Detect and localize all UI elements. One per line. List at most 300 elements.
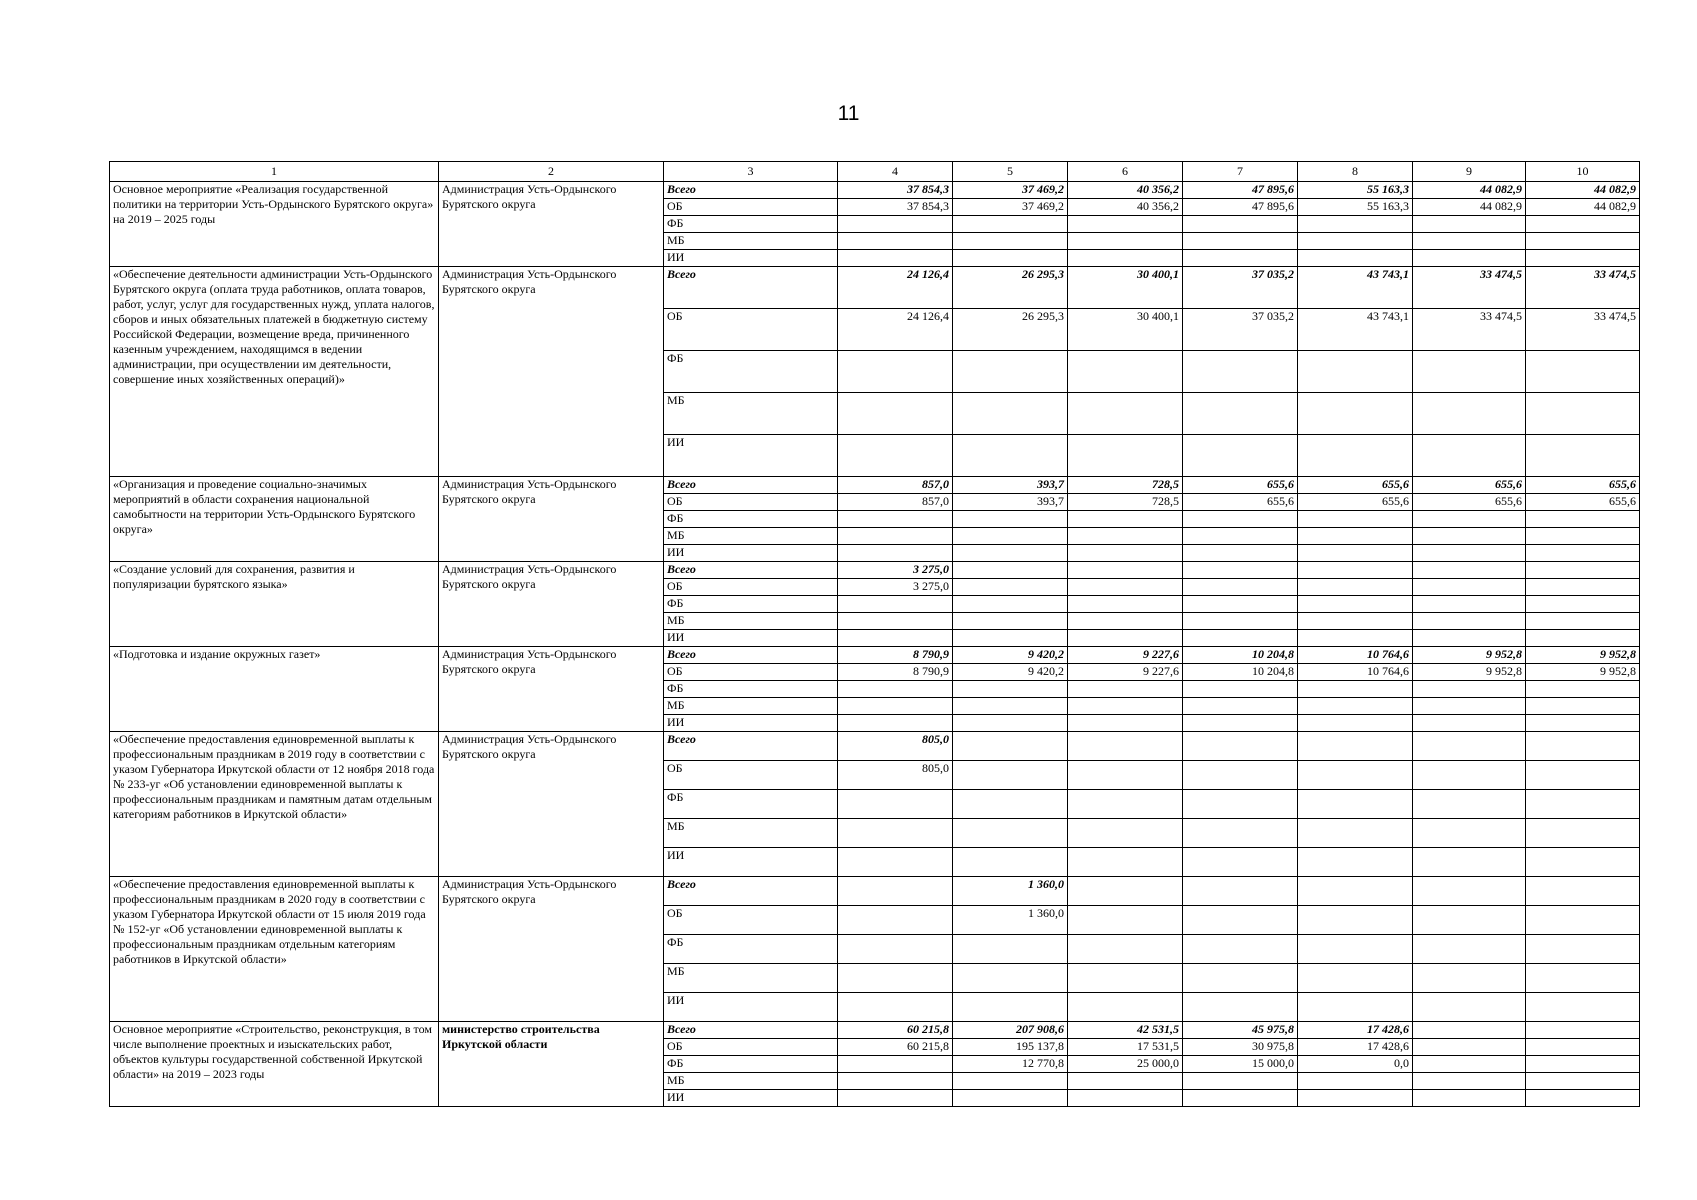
amount-cell [1183, 250, 1298, 267]
amount-cell [1183, 732, 1298, 761]
amount-cell [1183, 1073, 1298, 1090]
table-row [110, 647, 1640, 664]
amount-cell [1298, 715, 1413, 732]
amount-cell [1413, 579, 1526, 596]
amount-cell [838, 435, 953, 477]
amount-cell [1298, 579, 1413, 596]
funding-source: ИИ [664, 1090, 838, 1107]
amount-cell [838, 351, 953, 393]
amount-cell [953, 596, 1068, 613]
amount-cell [953, 698, 1068, 715]
amount-cell [1068, 761, 1183, 790]
amount-cell [1298, 596, 1413, 613]
amount-cell [1526, 435, 1640, 477]
amount-cell [1526, 877, 1640, 906]
amount-cell [1298, 964, 1413, 993]
executor-name: Администрация Усть-Ордынского Бурятского округа [439, 877, 664, 1022]
amount-cell: 3 275,0 [838, 562, 953, 579]
amount-cell [953, 715, 1068, 732]
funding-source: ОБ [664, 309, 838, 351]
amount-cell [1068, 545, 1183, 562]
amount-cell: 655,6 [1298, 477, 1413, 494]
amount-cell: 9 952,8 [1526, 664, 1640, 681]
amount-cell [1183, 761, 1298, 790]
amount-cell [838, 993, 953, 1022]
funding-source: Всего [664, 562, 838, 579]
amount-cell [1526, 630, 1640, 647]
funding-source: ОБ [664, 494, 838, 511]
amount-cell [1183, 511, 1298, 528]
amount-cell: 37 035,2 [1183, 309, 1298, 351]
amount-cell [1298, 630, 1413, 647]
column-number-row [110, 162, 1640, 182]
funding-source: ИИ [664, 993, 838, 1022]
amount-cell: 44 082,9 [1526, 182, 1640, 199]
amount-cell [1413, 790, 1526, 819]
amount-cell [1413, 993, 1526, 1022]
amount-cell: 655,6 [1526, 477, 1640, 494]
amount-cell [1068, 511, 1183, 528]
amount-cell [1068, 351, 1183, 393]
amount-cell [1068, 250, 1183, 267]
amount-cell [1413, 435, 1526, 477]
amount-cell: 33 474,5 [1526, 267, 1640, 309]
amount-cell [1298, 250, 1413, 267]
amount-cell [1068, 216, 1183, 233]
amount-cell [838, 1090, 953, 1107]
amount-cell: 9 227,6 [1068, 664, 1183, 681]
amount-cell: 1 360,0 [953, 906, 1068, 935]
amount-cell [838, 698, 953, 715]
amount-cell [1068, 935, 1183, 964]
amount-cell [953, 993, 1068, 1022]
amount-cell [1526, 681, 1640, 698]
amount-cell [1298, 1073, 1413, 1090]
amount-cell [1413, 698, 1526, 715]
amount-cell [1298, 435, 1413, 477]
activity-name: «Организация и проведение социально-значимых мероприятий в области сохранения национальной самобытности на территории Усть-Ордынского Бурятского округа» [110, 477, 439, 562]
executor-name: Администрация Усть-Ордынского Бурятского округа [439, 267, 664, 477]
funding-source: ИИ [664, 715, 838, 732]
amount-cell: 857,0 [838, 477, 953, 494]
amount-cell [1413, 732, 1526, 761]
amount-cell: 55 163,3 [1298, 199, 1413, 216]
amount-cell: 8 790,9 [838, 664, 953, 681]
amount-cell [1183, 993, 1298, 1022]
amount-cell [1526, 964, 1640, 993]
amount-cell: 17 428,6 [1298, 1039, 1413, 1056]
amount-cell [1526, 233, 1640, 250]
amount-cell [1298, 848, 1413, 877]
amount-cell: 33 474,5 [1413, 309, 1526, 351]
amount-cell [1526, 579, 1640, 596]
amount-cell: 10 764,6 [1298, 664, 1413, 681]
amount-cell: 3 275,0 [838, 579, 953, 596]
funding-source: ОБ [664, 1039, 838, 1056]
amount-cell [953, 848, 1068, 877]
amount-cell [1068, 1073, 1183, 1090]
amount-cell [1526, 562, 1640, 579]
amount-cell [1068, 877, 1183, 906]
amount-cell [1526, 1022, 1640, 1039]
amount-cell [1413, 613, 1526, 630]
amount-cell [1526, 528, 1640, 545]
table-row [110, 267, 1640, 309]
amount-cell: 37 469,2 [953, 199, 1068, 216]
amount-cell [1526, 761, 1640, 790]
amount-cell [838, 877, 953, 906]
funding-source: Всего [664, 267, 838, 309]
funding-source: МБ [664, 233, 838, 250]
table-body [110, 182, 1640, 1107]
table-row [110, 877, 1640, 906]
amount-cell [838, 935, 953, 964]
amount-cell [1298, 906, 1413, 935]
amount-cell [1068, 596, 1183, 613]
amount-cell: 9 952,8 [1526, 647, 1640, 664]
activity-name: Основное мероприятие «Строительство, реконструкция, в том числе выполнение проектных и изыскательских работ, объектов культуры государственной собственной Иркутской области» на 2019 – 2023 годы [110, 1022, 439, 1107]
amount-cell [953, 819, 1068, 848]
amount-cell: 9 420,2 [953, 664, 1068, 681]
amount-cell [953, 216, 1068, 233]
amount-cell [1183, 435, 1298, 477]
amount-cell [1183, 681, 1298, 698]
amount-cell [1298, 819, 1413, 848]
amount-cell [1526, 596, 1640, 613]
amount-cell: 655,6 [1413, 477, 1526, 494]
amount-cell: 42 531,5 [1068, 1022, 1183, 1039]
amount-cell [1068, 698, 1183, 715]
amount-cell [1068, 1090, 1183, 1107]
funding-source: ОБ [664, 199, 838, 216]
amount-cell: 393,7 [953, 477, 1068, 494]
funding-source: МБ [664, 528, 838, 545]
amount-cell [1413, 596, 1526, 613]
activity-name: «Обеспечение предоставления единовременной выплаты к профессиональным праздникам в 2020 году в соответствии с указом Губернатора Иркутской области от 15 июля 2019 года № 152-уг «Об установлении единовременной выплаты к профессиональным праздникам отдельным категориям работников в Иркутской области» [110, 877, 439, 1022]
amount-cell [953, 351, 1068, 393]
activity-name: «Обеспечение предоставления единовременной выплаты к профессиональным праздникам в 2019 году в соответствии с указом Губернатора Иркутской области от 12 ноября 2018 года № 233-уг «Об установлении единовременной выплаты к профессиональным праздникам и памятным датам отдельным категориям работников в Иркутской области» [110, 732, 439, 877]
budget-table [109, 161, 1640, 1107]
amount-cell [1413, 935, 1526, 964]
amount-cell [1183, 715, 1298, 732]
funding-source: Всего [664, 182, 838, 199]
amount-cell [1298, 935, 1413, 964]
amount-cell: 655,6 [1413, 494, 1526, 511]
amount-cell [1183, 613, 1298, 630]
amount-cell [953, 250, 1068, 267]
column-header: 6 [1068, 162, 1183, 182]
column-header: 7 [1183, 162, 1298, 182]
funding-source: ФБ [664, 596, 838, 613]
executor-name: Администрация Усть-Ордынского Бурятского округа [439, 182, 664, 267]
amount-cell [1413, 681, 1526, 698]
amount-cell: 55 163,3 [1298, 182, 1413, 199]
funding-source: ИИ [664, 848, 838, 877]
amount-cell [953, 761, 1068, 790]
funding-source: Всего [664, 647, 838, 664]
amount-cell [1183, 630, 1298, 647]
amount-cell [1298, 545, 1413, 562]
funding-source: ИИ [664, 630, 838, 647]
amount-cell: 60 215,8 [838, 1022, 953, 1039]
activity-name: Основное мероприятие «Реализация государственной политики на территории Усть-Ордынского Бурятского округа» на 2019 – 2025 годы [110, 182, 439, 267]
amount-cell [1413, 715, 1526, 732]
amount-cell [1413, 848, 1526, 877]
amount-cell: 857,0 [838, 494, 953, 511]
funding-source: ИИ [664, 250, 838, 267]
amount-cell [838, 715, 953, 732]
funding-source: ОБ [664, 761, 838, 790]
amount-cell [1183, 562, 1298, 579]
amount-cell: 43 743,1 [1298, 267, 1413, 309]
column-header: 3 [664, 162, 838, 182]
amount-cell [1413, 819, 1526, 848]
amount-cell: 30 400,1 [1068, 309, 1183, 351]
amount-cell [953, 545, 1068, 562]
funding-source: МБ [664, 1073, 838, 1090]
amount-cell [1298, 761, 1413, 790]
amount-cell [953, 1073, 1068, 1090]
amount-cell [953, 1090, 1068, 1107]
amount-cell: 15 000,0 [1183, 1056, 1298, 1073]
amount-cell [1068, 630, 1183, 647]
column-header: 4 [838, 162, 953, 182]
amount-cell: 655,6 [1183, 477, 1298, 494]
funding-source: ОБ [664, 579, 838, 596]
funding-source: ФБ [664, 511, 838, 528]
amount-cell: 17 531,5 [1068, 1039, 1183, 1056]
column-header: 8 [1298, 162, 1413, 182]
table-row [110, 1022, 1640, 1039]
amount-cell [1183, 393, 1298, 435]
amount-cell [1298, 732, 1413, 761]
amount-cell [953, 393, 1068, 435]
amount-cell [1183, 819, 1298, 848]
amount-cell [1526, 250, 1640, 267]
column-header: 9 [1413, 162, 1526, 182]
table-row [110, 732, 1640, 761]
column-header: 5 [953, 162, 1068, 182]
table-row [110, 182, 1640, 199]
funding-source: Всего [664, 477, 838, 494]
amount-cell: 1 360,0 [953, 877, 1068, 906]
amount-cell [838, 216, 953, 233]
amount-cell [1068, 579, 1183, 596]
table-row [110, 477, 1640, 494]
activity-name: «Создание условий для сохранения, развития и популяризации бурятского языка» [110, 562, 439, 647]
amount-cell [1413, 393, 1526, 435]
amount-cell [953, 511, 1068, 528]
amount-cell [1526, 1056, 1640, 1073]
amount-cell [1526, 715, 1640, 732]
amount-cell: 43 743,1 [1298, 309, 1413, 351]
amount-cell [1526, 613, 1640, 630]
amount-cell [1068, 233, 1183, 250]
amount-cell [1298, 698, 1413, 715]
activity-name: «Подготовка и издание окружных газет» [110, 647, 439, 732]
amount-cell [838, 393, 953, 435]
amount-cell [1183, 790, 1298, 819]
funding-source: ФБ [664, 681, 838, 698]
amount-cell: 37 854,3 [838, 199, 953, 216]
amount-cell [1068, 715, 1183, 732]
amount-cell [953, 233, 1068, 250]
amount-cell [838, 1073, 953, 1090]
funding-source: ФБ [664, 935, 838, 964]
amount-cell [1183, 233, 1298, 250]
amount-cell [1526, 790, 1640, 819]
amount-cell [1526, 732, 1640, 761]
amount-cell [953, 732, 1068, 761]
amount-cell [1526, 393, 1640, 435]
amount-cell: 9 227,6 [1068, 647, 1183, 664]
amount-cell [1413, 1073, 1526, 1090]
amount-cell [1413, 1090, 1526, 1107]
amount-cell [1068, 562, 1183, 579]
amount-cell [1526, 1090, 1640, 1107]
amount-cell: 10 204,8 [1183, 664, 1298, 681]
amount-cell: 47 895,6 [1183, 182, 1298, 199]
column-header: 10 [1526, 162, 1640, 182]
amount-cell [1413, 250, 1526, 267]
activity-name: «Обеспечение деятельности администрации Усть-Ордынского Бурятского округа (оплата труда работников, оплата товаров, работ, услуг, услуг для государственных нужд, уплата налогов, сборов и иных обязательных платежей в бюджетную систему Российской Федерации, возмещение вреда, причиненного казенным учреждением, находящимся в ведении администрации, при осуществлении им деятельности, совершение иных хозяйственных операций)» [110, 267, 439, 477]
amount-cell: 10 764,6 [1298, 647, 1413, 664]
amount-cell [1183, 935, 1298, 964]
amount-cell: 9 952,8 [1413, 647, 1526, 664]
executor-name: министерство строительства Иркутской области [439, 1022, 664, 1107]
amount-cell [838, 681, 953, 698]
executor-name: Администрация Усть-Ордынского Бурятского округа [439, 732, 664, 877]
amount-cell: 33 474,5 [1526, 309, 1640, 351]
amount-cell [1298, 216, 1413, 233]
amount-cell [838, 250, 953, 267]
amount-cell [1183, 528, 1298, 545]
amount-cell [1298, 233, 1413, 250]
amount-cell: 45 975,8 [1183, 1022, 1298, 1039]
amount-cell [838, 613, 953, 630]
amount-cell: 9 420,2 [953, 647, 1068, 664]
funding-source: ИИ [664, 435, 838, 477]
amount-cell [1526, 1039, 1640, 1056]
funding-source: ФБ [664, 1056, 838, 1073]
amount-cell [838, 1056, 953, 1073]
amount-cell: 24 126,4 [838, 309, 953, 351]
funding-source: МБ [664, 393, 838, 435]
amount-cell: 30 400,1 [1068, 267, 1183, 309]
amount-cell [1526, 698, 1640, 715]
amount-cell [1068, 528, 1183, 545]
amount-cell: 805,0 [838, 732, 953, 761]
amount-cell: 9 952,8 [1413, 664, 1526, 681]
amount-cell: 44 082,9 [1413, 199, 1526, 216]
amount-cell [1413, 1056, 1526, 1073]
amount-cell [1068, 993, 1183, 1022]
amount-cell [1183, 596, 1298, 613]
amount-cell [1526, 906, 1640, 935]
amount-cell: 30 975,8 [1183, 1039, 1298, 1056]
amount-cell [838, 528, 953, 545]
amount-cell [1068, 613, 1183, 630]
amount-cell [1413, 528, 1526, 545]
amount-cell [1413, 630, 1526, 647]
table-row [110, 562, 1640, 579]
amount-cell [1526, 935, 1640, 964]
amount-cell [1298, 528, 1413, 545]
amount-cell: 655,6 [1298, 494, 1413, 511]
amount-cell [1068, 681, 1183, 698]
amount-cell [1413, 562, 1526, 579]
amount-cell [1068, 393, 1183, 435]
amount-cell: 12 770,8 [953, 1056, 1068, 1073]
amount-cell [1413, 1039, 1526, 1056]
amount-cell: 37 469,2 [953, 182, 1068, 199]
amount-cell: 44 082,9 [1413, 182, 1526, 199]
funding-source: МБ [664, 964, 838, 993]
amount-cell [953, 790, 1068, 819]
funding-source: МБ [664, 613, 838, 630]
amount-cell [1298, 613, 1413, 630]
amount-cell [1183, 698, 1298, 715]
amount-cell [1068, 790, 1183, 819]
amount-cell [1526, 545, 1640, 562]
amount-cell [953, 435, 1068, 477]
amount-cell: 8 790,9 [838, 647, 953, 664]
amount-cell [1068, 732, 1183, 761]
amount-cell [1298, 393, 1413, 435]
amount-cell [1298, 877, 1413, 906]
funding-source: ИИ [664, 545, 838, 562]
executor-name: Администрация Усть-Ордынского Бурятского округа [439, 477, 664, 562]
funding-source: Всего [664, 732, 838, 761]
amount-cell [1526, 848, 1640, 877]
amount-cell: 60 215,8 [838, 1039, 953, 1056]
amount-cell [838, 596, 953, 613]
column-header: 2 [439, 162, 664, 182]
amount-cell: 40 356,2 [1068, 199, 1183, 216]
amount-cell [838, 233, 953, 250]
amount-cell [838, 545, 953, 562]
amount-cell [1183, 351, 1298, 393]
amount-cell [953, 562, 1068, 579]
amount-cell [1183, 579, 1298, 596]
amount-cell [1298, 351, 1413, 393]
amount-cell: 37 035,2 [1183, 267, 1298, 309]
funding-source: МБ [664, 819, 838, 848]
amount-cell [1526, 819, 1640, 848]
amount-cell [838, 848, 953, 877]
amount-cell [1413, 761, 1526, 790]
amount-cell [1068, 964, 1183, 993]
amount-cell [1183, 1090, 1298, 1107]
funding-source: МБ [664, 698, 838, 715]
column-header: 1 [110, 162, 439, 182]
amount-cell [1068, 435, 1183, 477]
amount-cell [1298, 562, 1413, 579]
funding-source: ФБ [664, 790, 838, 819]
funding-source: Всего [664, 1022, 838, 1039]
amount-cell [1413, 1022, 1526, 1039]
amount-cell [1413, 351, 1526, 393]
amount-cell [1413, 216, 1526, 233]
amount-cell [1183, 906, 1298, 935]
amount-cell [838, 819, 953, 848]
funding-source: ФБ [664, 216, 838, 233]
amount-cell [1068, 906, 1183, 935]
amount-cell: 10 204,8 [1183, 647, 1298, 664]
amount-cell: 17 428,6 [1298, 1022, 1413, 1039]
amount-cell [1183, 545, 1298, 562]
amount-cell: 47 895,6 [1183, 199, 1298, 216]
